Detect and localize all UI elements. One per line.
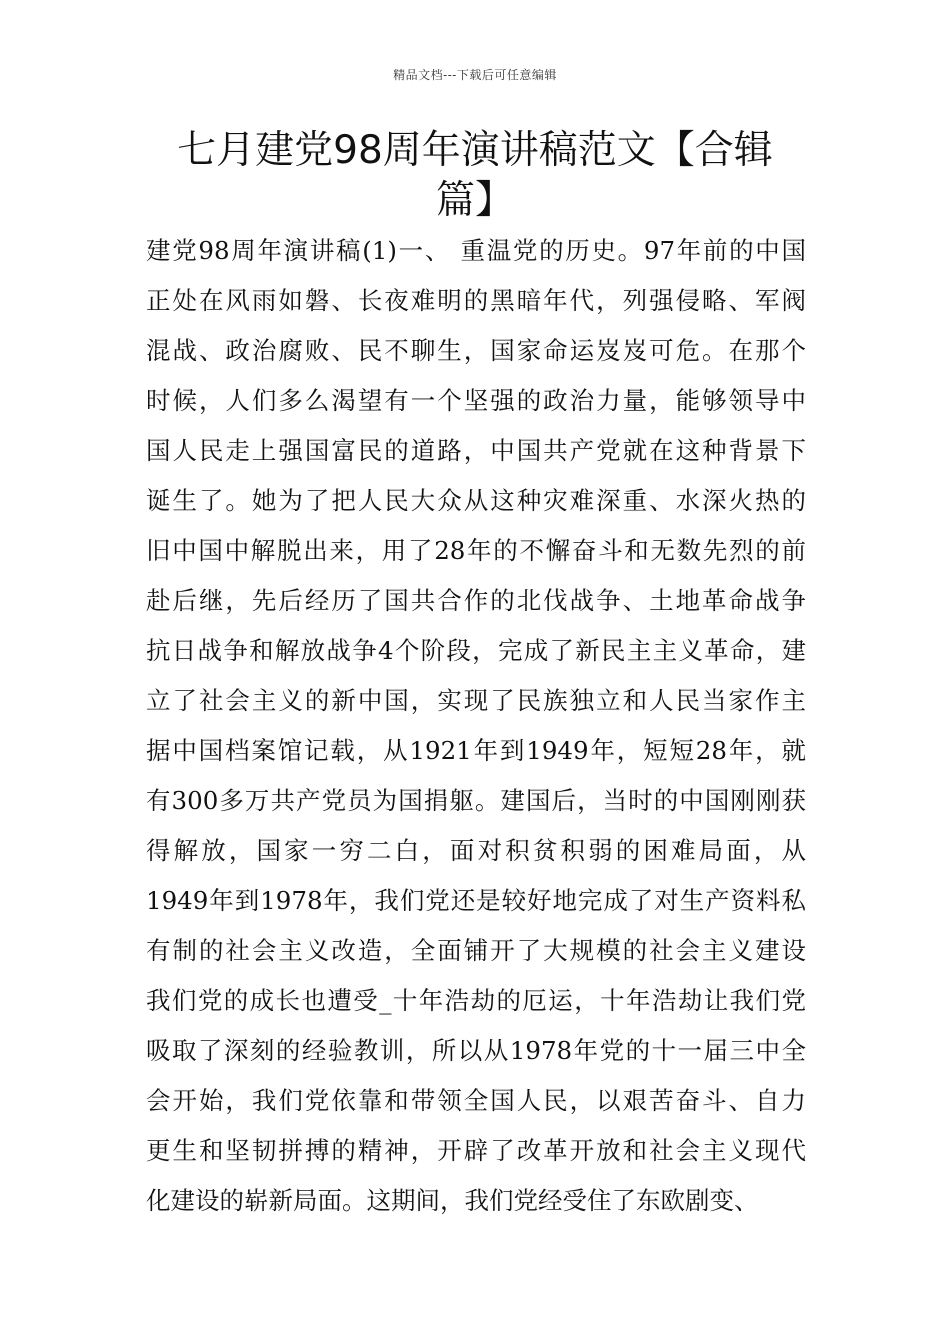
page-header: 精品文档---下载后可任意编辑 — [393, 68, 557, 82]
body-line: 据中国档案馆记载，从1921年到1949年，短短28年，就 — [146, 736, 806, 765]
body-line: 我们党的成长也遭受_十年浩劫的厄运，十年浩劫让我们党 — [146, 986, 806, 1015]
body-line: 国人民走上强国富民的道路，中国共产党就在这种背景下 — [146, 436, 806, 465]
body-text — [146, 226, 806, 1226]
body-line: 赴后继，先后经历了国共合作的北伐战争、土地革命战争 — [146, 586, 806, 615]
title-line-2: 篇】 — [435, 178, 514, 223]
body-line: 吸取了深刻的经验教训，所以从1978年党的十一届三中全 — [146, 1036, 806, 1065]
body-line: 建党98周年演讲稿(1)一、 重温党的历史。97年前的中国 — [146, 236, 806, 265]
body-line: 1949年到1978年，我们党还是较好地完成了对生产资料私 — [146, 886, 806, 915]
body-line: 时候，人们多么渴望有一个坚强的政治力量，能够领导中 — [146, 386, 806, 415]
body-line: 会开始，我们党依靠和带领全国人民，以艰苦奋斗、自力 — [146, 1086, 806, 1115]
body-line: 旧中国中解脱出来，用了28年的不懈奋斗和无数先烈的前 — [146, 536, 806, 565]
body-line: 抗日战争和解放战争4个阶段，完成了新民主主义革命，建 — [146, 636, 806, 665]
body-line: 有300多万共产党员为国捐躯。建国后，当时的中国刚刚获 — [146, 786, 806, 815]
body-line: 正处在风雨如磐、长夜难明的黑暗年代，列强侵略、军阀 — [146, 286, 806, 315]
body-line: 诞生了。她为了把人民大众从这种灾难深重、水深火热的 — [146, 486, 806, 515]
body-line: 化建设的崭新局面。这期间，我们党经受住了东欧剧变、 — [146, 1186, 759, 1215]
body-line: 得解放，国家一穷二白，面对积贫积弱的困难局面，从 — [146, 836, 806, 865]
body-line: 立了社会主义的新中国，实现了民族独立和人民当家作主 — [146, 686, 806, 715]
body-line: 有制的社会主义改造，全面铺开了大规模的社会主义建设 — [146, 936, 806, 965]
body-line: 混战、政治腐败、民不聊生，国家命运岌岌可危。在那个 — [146, 336, 806, 365]
body-line: 更生和坚韧拼搏的精神，开辟了改革开放和社会主义现代 — [146, 1136, 806, 1165]
title-line-1: 七月建党98周年演讲稿范文【合辑 — [177, 128, 773, 173]
document-title — [150, 126, 800, 226]
